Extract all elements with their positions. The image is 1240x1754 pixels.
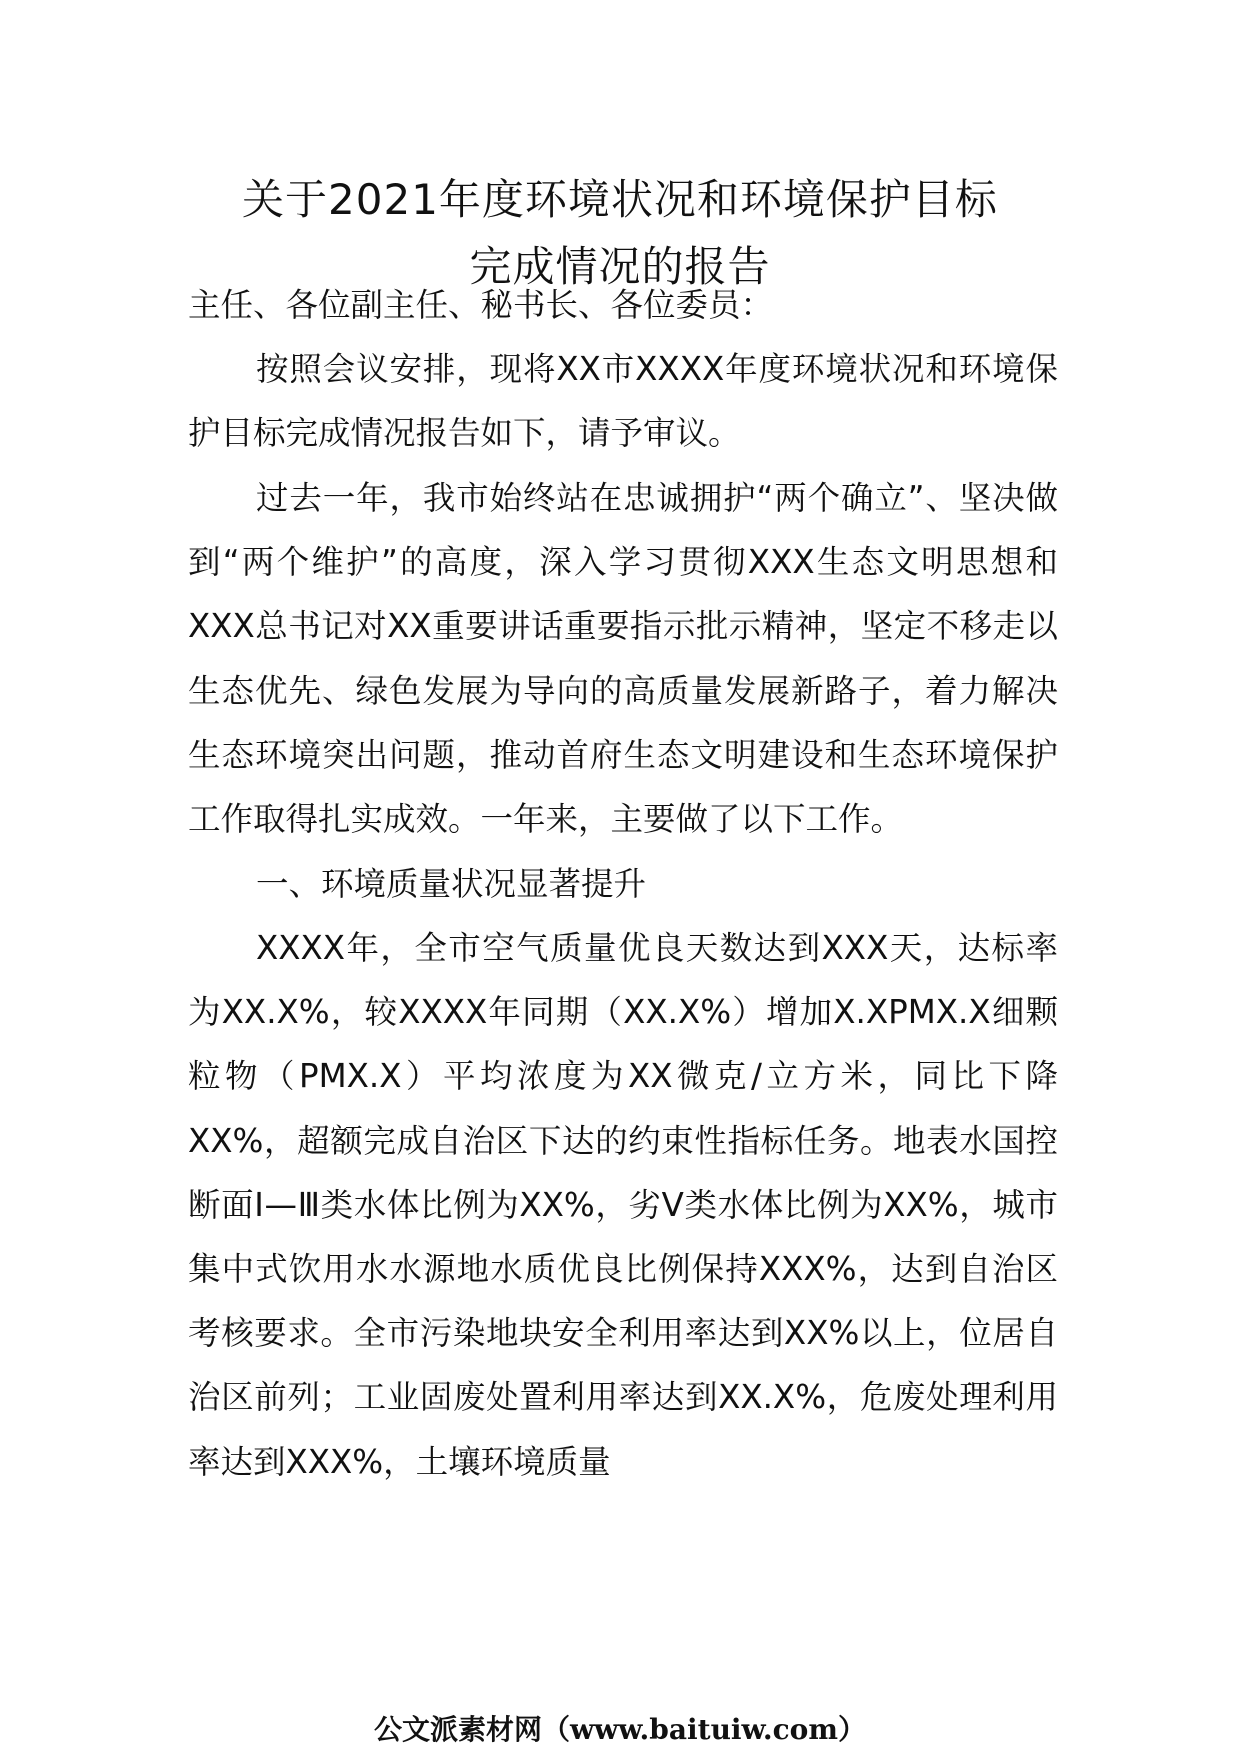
footer-watermark: 公文派素材网（www.baituiw.com） — [374, 1713, 866, 1746]
paragraph-past-year-summary: 过去一年，我市始终站在忠诚拥护“两个确立”、坚决做到“两个维护”的高度，深入学习贯彻XXX生态文明思想和XXX总书记对XX重要讲话重要指示批示精神，坚定不移走以生态优先、绿色发展为导向的高质量发展新路子，着力解决生态环境突出问题，推动首府生态文明建设和生态环境保护工作取得扎实成效。一年来，主要做了以下工作。 — [188, 479, 1058, 839]
salutation: 主任、各位副主任、秘书长、各位委员： — [188, 286, 774, 324]
paragraph-meeting-arrangement: 按照会议安排，现将XX市XXXX年度环境状况和环境保护目标完成情况报告如下，请予审议。 — [188, 350, 1058, 453]
section-heading-environment-quality: 一、环境质量状况显著提升 — [256, 865, 647, 903]
document-title-line1: 关于2021年度环境状况和环境保护目标 — [242, 175, 998, 224]
document-title-line2: 完成情况的报告 — [469, 242, 771, 291]
paragraph-environment-quality-details: XXXX年，全市空气质量优良天数达到XXX天，达标率为XX.X%，较XXXX年同期（XX.X%）增加X.XPMX.X细颗粒物（PMX.X）平均浓度为XX微克/立方米，同比下降XX%，超额完成自治区下达的约束性指标任务。地表水国控断面Ⅰ—Ⅲ类水体比例为XX%，劣Ⅴ类水体比例为XX%，城市集中式饮用水水源地水质优良比例保持XXX%，达到自治区考核要求。全市污染地块安全利用率达到XX%以上，位居自治区前列；工业固废处置利用率达到XX.X%，危废处理利用率达到XXX%，土壤环境质量 — [188, 929, 1058, 1481]
